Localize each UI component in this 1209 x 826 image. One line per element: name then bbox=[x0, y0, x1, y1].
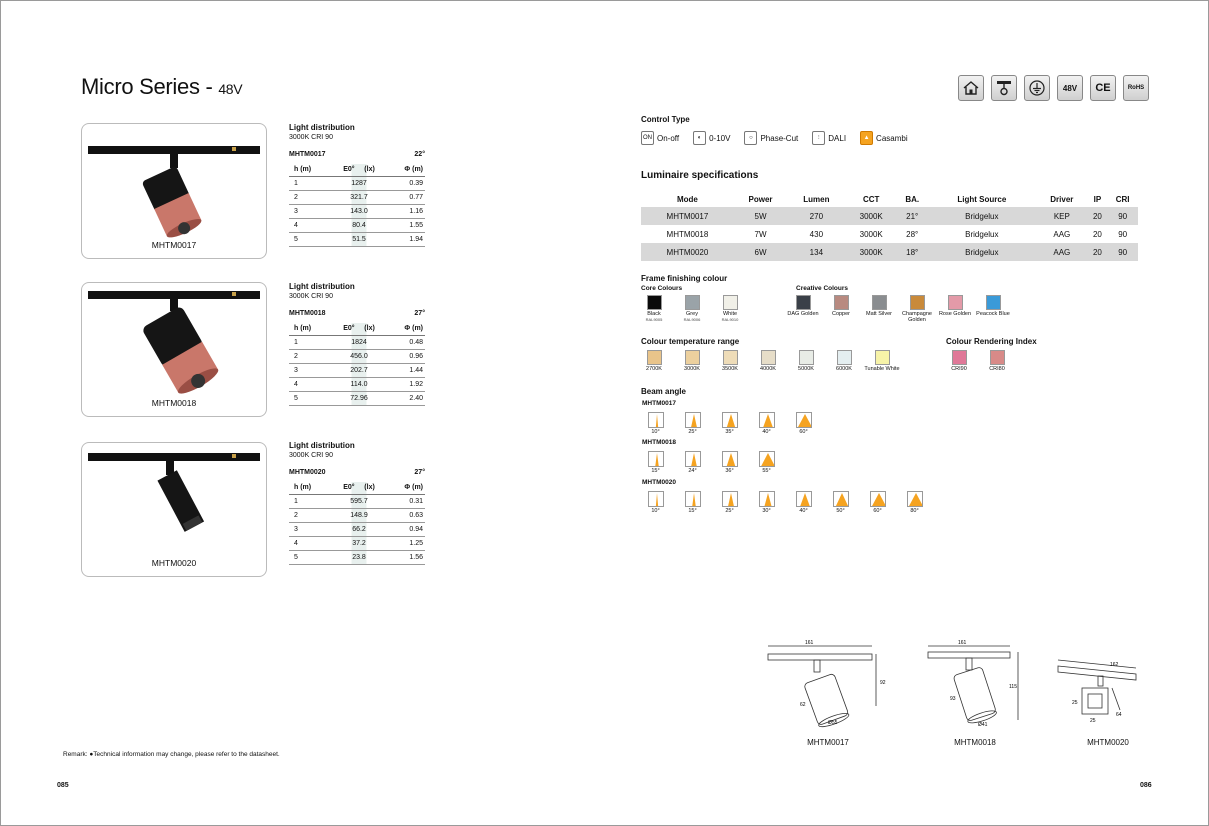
beam-angle-item bbox=[711, 491, 748, 514]
swatch-color-box bbox=[647, 295, 662, 310]
dim-label: 162 bbox=[1110, 662, 1119, 668]
beam-angle-label: 35° bbox=[725, 429, 734, 435]
swatch-label: Tunable White bbox=[864, 366, 900, 372]
track-mount-icon bbox=[991, 75, 1017, 101]
beam-angle-label: 30° bbox=[762, 508, 771, 514]
ld-title: Light distribution bbox=[289, 282, 355, 291]
beam-cone-icon bbox=[648, 412, 664, 428]
beam-angle-item bbox=[785, 491, 822, 514]
swatch-item bbox=[635, 295, 673, 322]
luminaire-specs-table: Mode Power Lumen CCT BA. Light Source Driver IP CRI MHTM0017 5W 270 3000K 21° Bridgelux KEP 20 90 MHTM0018 7W 430 3000K 28° Bridgelux AAG 20 90 MHTM0020 6W 134 3000K 18° Bridgelux AAG 20 90 bbox=[641, 192, 1138, 261]
swatch-item bbox=[898, 295, 936, 324]
swatch-color-box bbox=[834, 295, 849, 310]
cri-swatches bbox=[940, 350, 1016, 373]
table-row: 1 1824 0.48 bbox=[289, 336, 425, 350]
beam-angle-item bbox=[637, 412, 674, 435]
core-colours-heading: Core Colours bbox=[641, 285, 683, 292]
swatch-label: Matt Silver bbox=[866, 311, 892, 317]
beam-cone-icon bbox=[722, 412, 738, 428]
drawing-caption: MHTM0020 bbox=[1087, 738, 1129, 747]
beam-angle-label: 15° bbox=[688, 508, 697, 514]
indoor-house-icon bbox=[958, 75, 984, 101]
ld-title: Light distribution bbox=[289, 123, 355, 132]
product-card-mhtm0020 bbox=[81, 442, 267, 577]
table-row: 4 80.4 1.55 bbox=[289, 219, 425, 233]
ld-table: h (m) E0° (lx) Φ (m) 1 1287 0.39 2 321.7 0.77 3 143.0 1.16 4 80.4 1.55 5 51.5 1.94 bbox=[289, 164, 425, 247]
table-row: MHTM0018 7W 430 3000K 28° Bridgelux AAG 20 90 bbox=[666, 229, 1128, 239]
dim-label: 62 bbox=[800, 702, 806, 708]
table-row: 1 1287 0.39 bbox=[289, 177, 425, 191]
table-row: 4 37.2 1.25 bbox=[289, 537, 425, 551]
light-distribution-mhtm0017 bbox=[289, 123, 425, 247]
page-title: Micro Series - 48V bbox=[81, 74, 243, 99]
swatch-color-box bbox=[723, 295, 738, 310]
swatch-label: Rose Golden bbox=[938, 311, 972, 317]
product-caption: MHTM0020 bbox=[151, 558, 197, 568]
swatch-color-box bbox=[837, 350, 852, 365]
drawing-caption: MHTM0017 bbox=[807, 738, 849, 747]
swatch-label: 2700K bbox=[646, 366, 662, 372]
rohs-icon: RoHS bbox=[1123, 75, 1149, 101]
creative-colour-swatches bbox=[784, 295, 1012, 324]
beam-cone-icon bbox=[759, 491, 775, 507]
table-row: 2 456.0 0.96 bbox=[289, 350, 425, 364]
beam-angle-label: 36° bbox=[725, 468, 734, 474]
table-row: 2 148.9 0.63 bbox=[289, 509, 425, 523]
dimmer-0-10v-icon: ◐ bbox=[693, 131, 706, 145]
table-row: MHTM0017 5W 270 3000K 21° Bridgelux KEP 20 90 bbox=[641, 207, 1138, 225]
beam-cone-icon bbox=[648, 491, 664, 507]
control-item: ON On-off bbox=[641, 131, 679, 145]
ld-spec: 3000K CRI 90 bbox=[289, 134, 333, 141]
beam-cone-icon bbox=[648, 451, 664, 467]
swatch-label: Peacock Blue bbox=[976, 311, 1010, 317]
beam-angle-label: 60° bbox=[799, 429, 808, 435]
beam-cone-icon bbox=[685, 451, 701, 467]
drawing-mhtm0020 bbox=[1058, 660, 1136, 714]
dimension-drawings bbox=[760, 640, 1140, 740]
beam-cone-icon bbox=[796, 491, 812, 507]
swatch-label: CRI90 bbox=[951, 366, 967, 372]
swatch-item bbox=[635, 350, 673, 373]
swatch-color-box bbox=[796, 295, 811, 310]
dim-label: Ø41 bbox=[978, 722, 988, 728]
beam-cone-icon bbox=[685, 491, 701, 507]
beam-angle-label: 50° bbox=[836, 508, 845, 514]
swatch-note: RAL9006 bbox=[683, 316, 701, 322]
swatch-label: 3500K bbox=[722, 366, 738, 372]
beam-angle-item bbox=[822, 491, 859, 514]
beam-angle-item bbox=[748, 451, 785, 474]
ld-spec: 3000K CRI 90 bbox=[289, 293, 333, 300]
swatch-color-box bbox=[685, 295, 700, 310]
ld-model-row: MHTM0020 27° bbox=[289, 469, 425, 476]
swatch-color-box bbox=[990, 350, 1005, 365]
beam-cone-icon bbox=[722, 491, 738, 507]
swatch-color-box bbox=[910, 295, 925, 310]
beam-angle-label: 10° bbox=[651, 429, 660, 435]
control-type-list bbox=[641, 131, 908, 145]
dim-label: Ø55 bbox=[828, 720, 838, 726]
swatch-item bbox=[673, 350, 711, 373]
control-type-heading: Control Type bbox=[641, 115, 690, 124]
control-item: ⫶ DALI bbox=[812, 131, 846, 145]
beam-angle-label: 24° bbox=[688, 468, 697, 474]
swatch-item bbox=[940, 350, 978, 373]
swatch-color-box bbox=[875, 350, 890, 365]
beam-cone-icon bbox=[833, 491, 849, 507]
creative-colours-heading: Creative Colours bbox=[796, 285, 849, 292]
product-card-mhtm0018 bbox=[81, 282, 267, 417]
beam-angle-item bbox=[748, 491, 785, 514]
swatch-label: 4000K bbox=[760, 366, 776, 372]
beam-angle-row-mhtm0018 bbox=[637, 451, 785, 474]
control-item: ○ Phase-Cut bbox=[744, 131, 798, 145]
swatch-color-box bbox=[948, 295, 963, 310]
cct-heading: Colour temperature range bbox=[641, 337, 740, 346]
beam-angle-label: 10° bbox=[651, 508, 660, 514]
swatch-item bbox=[673, 295, 711, 322]
swatch-label: CRI80 bbox=[989, 366, 1005, 372]
swatch-color-box bbox=[952, 350, 967, 365]
beam-angle-item bbox=[637, 451, 674, 474]
swatch-label: 3000K bbox=[684, 366, 700, 372]
swatch-item bbox=[822, 295, 860, 324]
table-row: 5 72.96 2.40 bbox=[289, 392, 425, 406]
swatch-item bbox=[711, 295, 749, 322]
beam-angle-label: 25° bbox=[688, 429, 697, 435]
drawing-mhtm0017 bbox=[768, 646, 876, 729]
product-caption: MHTM0017 bbox=[151, 240, 197, 250]
control-item: ▲ Casambi bbox=[860, 131, 908, 145]
swatch-color-box bbox=[986, 295, 1001, 310]
table-row: MHTM0020 6W 134 3000K 18° Bridgelux AAG 20 90 bbox=[641, 243, 1138, 261]
beam-cone-icon bbox=[870, 491, 886, 507]
ld-model-row: MHTM0018 27° bbox=[289, 310, 425, 317]
beam-model-label: MHTM0018 bbox=[642, 439, 676, 446]
drawing-mhtm0018 bbox=[928, 646, 1018, 725]
beam-angle-item bbox=[896, 491, 933, 514]
beam-cone-icon bbox=[685, 412, 701, 428]
ld-model-row: MHTM0017 22° bbox=[289, 151, 425, 158]
table-row: 3 66.2 0.94 bbox=[289, 523, 425, 537]
phase-cut-icon: ○ bbox=[744, 131, 757, 145]
beam-angle-label: 55° bbox=[762, 468, 771, 474]
ld-spec: 3000K CRI 90 bbox=[289, 452, 333, 459]
table-row: 2 321.7 0.77 bbox=[289, 191, 425, 205]
beam-angle-item bbox=[674, 451, 711, 474]
beam-angle-item bbox=[674, 412, 711, 435]
dim-label: 161 bbox=[805, 640, 814, 646]
beam-angle-item bbox=[711, 451, 748, 474]
beam-angle-item bbox=[785, 412, 822, 435]
dali-icon: ⫶ bbox=[812, 131, 825, 145]
dim-label: 93 bbox=[950, 696, 956, 702]
swatch-label: Champagne Golden bbox=[902, 311, 932, 323]
on-off-icon: ON bbox=[641, 131, 654, 145]
beam-model-label: MHTM0017 bbox=[642, 400, 676, 407]
beam-angle-item bbox=[674, 491, 711, 514]
page-number-left: 085 bbox=[57, 782, 69, 789]
dim-label: 161 bbox=[958, 640, 967, 646]
earth-ground-icon bbox=[1024, 75, 1050, 101]
core-colour-swatches bbox=[635, 295, 749, 322]
beam-model-label: MHTM0020 bbox=[642, 479, 676, 486]
beam-angle-label: 80° bbox=[910, 508, 919, 514]
ld-table: h (m) E0° (lx) Φ (m) 1 1824 0.48 2 456.0 0.96 3 202.7 1.44 4 114.0 1.92 5 72.96 2.40 bbox=[289, 323, 425, 406]
voltage-48v-icon: 48V bbox=[1057, 75, 1083, 101]
dim-label: 115 bbox=[1009, 684, 1017, 690]
beam-angle-item bbox=[748, 412, 785, 435]
casambi-icon: ▲ bbox=[860, 131, 873, 145]
swatch-label: Black bbox=[647, 311, 661, 317]
dim-label: 25 bbox=[1072, 700, 1078, 706]
product-card-mhtm0017 bbox=[81, 123, 267, 259]
swatch-item bbox=[863, 350, 901, 373]
table-row: 4 114.0 1.92 bbox=[289, 378, 425, 392]
dim-label: 64 bbox=[1116, 712, 1122, 718]
table-row: 3 143.0 1.16 bbox=[289, 205, 425, 219]
page-number-right: 086 bbox=[1140, 782, 1152, 789]
beam-angle-label: 40° bbox=[762, 429, 771, 435]
swatch-color-box bbox=[761, 350, 776, 365]
swatch-item bbox=[978, 350, 1016, 373]
product-caption: MHTM0018 bbox=[151, 398, 197, 408]
certification-icons bbox=[958, 75, 1149, 101]
beam-cone-icon bbox=[907, 491, 923, 507]
table-row: 3 202.7 1.44 bbox=[289, 364, 425, 378]
swatch-item bbox=[784, 295, 822, 324]
swatch-item bbox=[787, 350, 825, 373]
beam-cone-icon bbox=[722, 451, 738, 467]
beam-angle-row-mhtm0020 bbox=[637, 491, 933, 514]
beam-angle-label: 40° bbox=[799, 508, 808, 514]
light-distribution-mhtm0020 bbox=[289, 441, 425, 565]
control-item: ◐ 0-10V bbox=[693, 131, 730, 145]
drawing-caption: MHTM0018 bbox=[954, 738, 996, 747]
beam-cone-icon bbox=[796, 412, 812, 428]
beam-angle-label: 60° bbox=[873, 508, 882, 514]
swatch-item bbox=[749, 350, 787, 373]
swatch-color-box bbox=[799, 350, 814, 365]
frame-finish-heading: Frame finishing colour bbox=[641, 274, 728, 283]
beam-angle-heading: Beam angle bbox=[641, 387, 686, 396]
beam-angle-item bbox=[859, 491, 896, 514]
table-row: 5 51.5 1.94 bbox=[289, 233, 425, 247]
table-row: 1 595.7 0.31 bbox=[289, 495, 425, 509]
swatch-label: Copper bbox=[831, 311, 851, 317]
beam-angle-item bbox=[637, 491, 674, 514]
remark-note: Remark: ●Technical information may change, please refer to the datasheet. bbox=[63, 751, 280, 758]
swatch-label: 5000K bbox=[798, 366, 814, 372]
beam-angle-label: 15° bbox=[651, 468, 660, 474]
ce-mark-icon: CE bbox=[1090, 75, 1116, 101]
swatch-label: White bbox=[722, 311, 738, 317]
table-row: 5 23.8 1.56 bbox=[289, 551, 425, 565]
luminaire-specs-heading: Luminaire specifications bbox=[641, 170, 759, 181]
swatch-item bbox=[860, 295, 898, 324]
beam-cone-icon bbox=[759, 412, 775, 428]
ld-table: h (m) E0° (lx) Φ (m) 1 595.7 0.31 2 148.9 0.63 3 66.2 0.94 4 37.2 1.25 5 23.8 1.56 bbox=[289, 482, 425, 565]
swatch-color-box bbox=[647, 350, 662, 365]
swatch-color-box bbox=[872, 295, 887, 310]
dim-label: 92 bbox=[880, 680, 886, 686]
cct-swatches bbox=[635, 350, 901, 373]
swatch-label: 6000K bbox=[836, 366, 852, 372]
beam-angle-label: 25° bbox=[725, 508, 734, 514]
light-distribution-mhtm0018 bbox=[289, 282, 425, 406]
swatch-note: RAL9005 bbox=[645, 316, 663, 322]
beam-angle-item bbox=[711, 412, 748, 435]
beam-angle-row-mhtm0017 bbox=[637, 412, 822, 435]
swatch-label: DAG Golden bbox=[787, 311, 819, 317]
cri-heading: Colour Rendering Index bbox=[946, 337, 1037, 346]
ld-title: Light distribution bbox=[289, 441, 355, 450]
swatch-color-box bbox=[685, 350, 700, 365]
swatch-color-box bbox=[723, 350, 738, 365]
swatch-item bbox=[936, 295, 974, 324]
swatch-label: Grey bbox=[686, 311, 698, 317]
beam-cone-icon bbox=[759, 451, 775, 467]
swatch-item bbox=[974, 295, 1012, 324]
swatch-note: RAL9010 bbox=[721, 316, 739, 322]
swatch-item bbox=[825, 350, 863, 373]
dim-label: 25 bbox=[1090, 718, 1096, 724]
swatch-item bbox=[711, 350, 749, 373]
